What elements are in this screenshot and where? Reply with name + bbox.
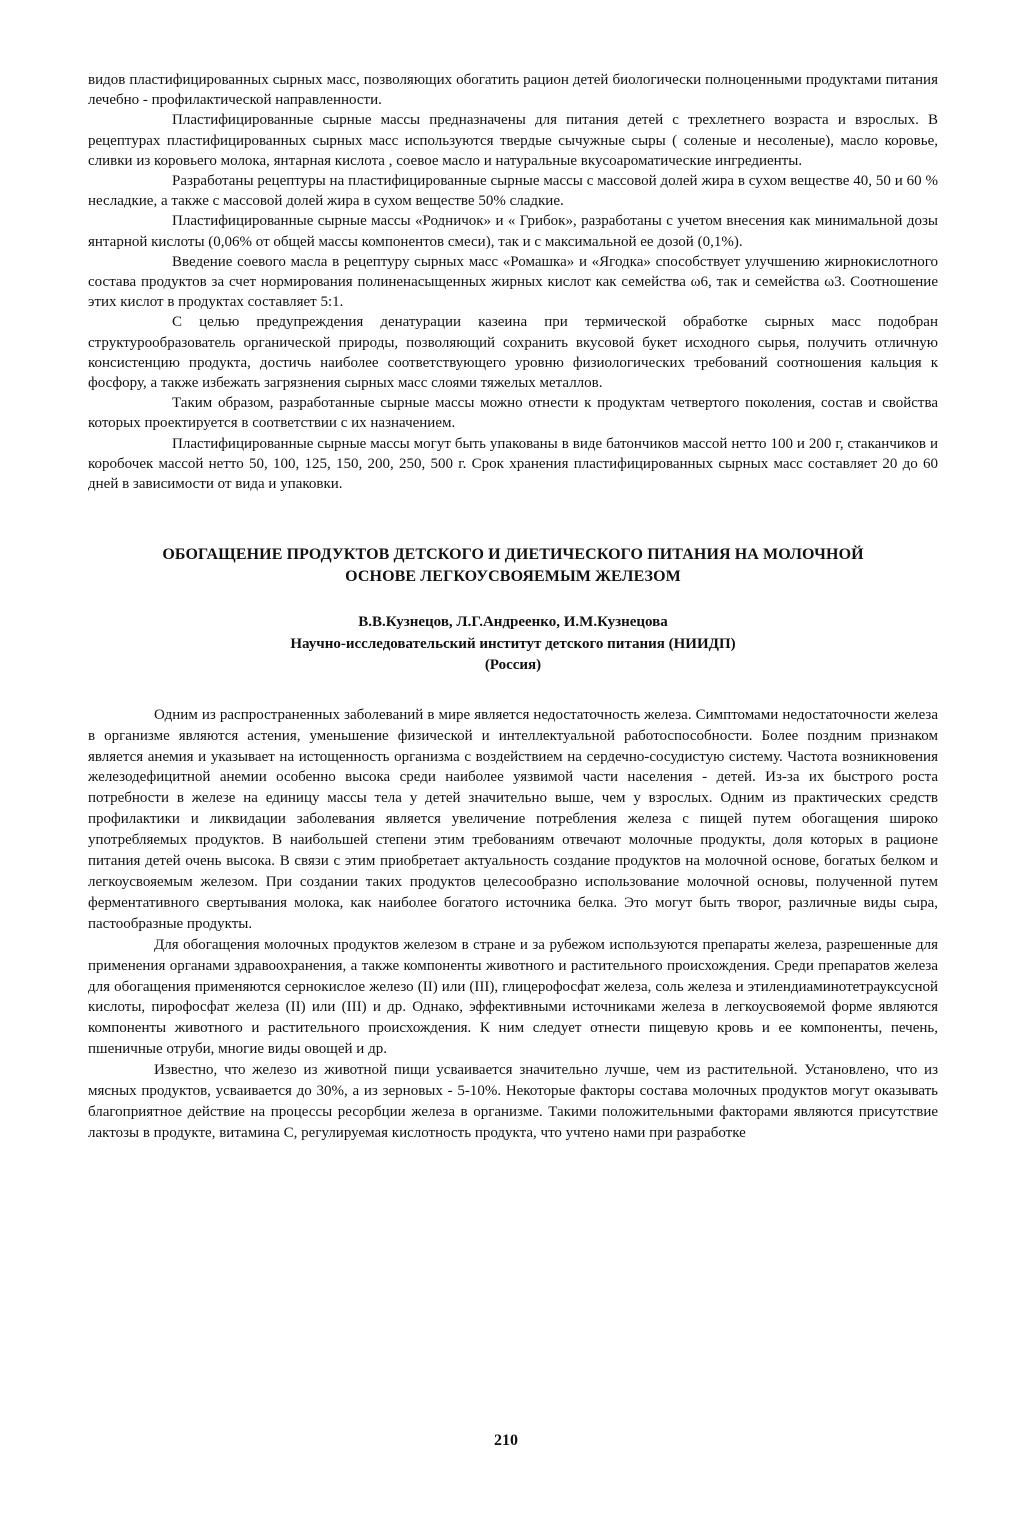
paragraph: Таким образом, разработанные сырные массы можно отнести к продуктам четвертого поколения, состав и свойства которых проектируется в соответствии с их назначением. (88, 395, 938, 432)
article-title-line-1: ОБОГАЩЕНИЕ ПРОДУКТОВ ДЕТСКОГО И ДИЕТИЧЕСКОГО ПИТАНИЯ НА МОЛОЧНОЙ (162, 546, 864, 564)
article-title (88, 544, 938, 588)
document-page (88, 70, 938, 1144)
intro-section (88, 70, 938, 494)
article-title-line-2: ОСНОВЕ ЛЕГКОУСВОЯЕМЫМ ЖЕЛЕЗОМ (345, 568, 681, 586)
institute: Научно-исследовательский институт детского питания (НИИДП) (290, 635, 736, 652)
paragraph: Разработаны рецептуры на пластифицированные сырные массы с массовой долей жира в сухом веществе 40, 50 и 60 % несладкие, а также с массовой долей жира в сухом веществе 50% сладкие. (88, 173, 938, 210)
paragraph: Введение соевого масла в рецептуру сырных масс «Ромашка» и «Ягодка» способствует улучшению жирнокислотного состава продуктов за счет нормирования полиненасыщенных жирных кислот как семейства ω6, так и семейства ω3. Соотношение этих кислот в продуктах составляет 5:1. (88, 253, 938, 311)
paragraph: С целью предупреждения денатурации казеина при термической обработке сырных масс подобран структурообразователь органической природы, позволяющий сохранить вкусовой букет исходного сырья, получить отличную консистенцию продукта, достичь наиболее соответствующего уровню физиологических требований соотношения кальция к фосфору, а также избежать загрязнения сырных масс слоями тяжелых металлов. (88, 314, 938, 392)
paragraph: Известно, что железо из животной пищи усваивается значительно лучше, чем из растительной. Установлено, что из мясных продуктов, усваивается до 30%, а из зерновых - 5-10%. Некоторые факторы состава молочных продуктов могут оказывать благоприятное действие на процессы ресорбции железа в организме. Такими положительными факторами являются присутствие лактозы в продукте, витамина С, регулируемая кислотность продукта, что учтено нами при разработке (88, 1062, 938, 1141)
paragraph: видов пластифицированных сырных масс, позволяющих обогатить рацион детей биологически полноценными продуктами питания лечебно - профилактической направленности. (88, 72, 938, 109)
paragraph: Одним из распространенных заболеваний в мире является недостаточность железа. Симптомами недостаточности железа в организме являются астения, уменьшение физической и интеллектуальной работоспособности. Более поздним признаком является анемия и указывает на истощенность организма с воздействием на сердечно-сосудистую систему. Частота возникновения железодефицитной анемии особенно высока среди наиболее уязвимой части населения - детей. Из-за их быстрого роста потребности в железе на единицу массы тела у детей значительно выше, чем у взрослых. Одним из практических средств профилактики и ликвидации заболевания является увеличение потребления железа с пищей путем обогащения широко употребляемых продуктов. В наибольшей степени этим требованиям отвечают молочные продукты, доля которых в рационе питания детей очень высока. В связи с этим приобретает актуальность создание продуктов на молочной основе, богатых белком и легкоусвояемым железом. При создании таких продуктов целесообразно использование молочной основы, полученной путем ферментативного свертывания молока, как наиболее богатого источника белка. Это могут быть творог, различные виды сыра, пастообразные продукты. (88, 706, 938, 932)
authors: В.В.Кузнецов, Л.Г.Андреенко, И.М.Кузнецова (358, 614, 668, 631)
article-byline (88, 612, 938, 677)
paragraph: Пластифицированные сырные массы «Родничок» и « Грибок», разработаны с учетом внесения как минимальной дозы янтарной кислоты (0,06% от общей массы компонентов смеси), так и с максимальной ее дозой (0,1%). (88, 213, 938, 250)
paragraph: Для обогащения молочных продуктов железом в стране и за рубежом используются препараты железа, разрешенные для применения органами здравоохранения, а также компоненты животного и растительного происхождения. Среди препаратов железа для обогащения применяются сернокислое железо (II) или (III), глицерофосфат железа, соль железа и этилендиаминотетрауксусной кислоты, пирофосфат железа (II) или (III) и др. Однако, эффективными источниками железа в легкоусвояемой форме являются компоненты животного и растительного происхождения. К ним следует отнести пищевую кровь и ее компоненты, печень, пшеничные отруби, многие виды овощей и др. (88, 936, 938, 1058)
article-body (88, 705, 938, 1144)
page-number: 210 (494, 1432, 518, 1449)
paragraph: Пластифицированные сырные массы предназначены для питания детей с трехлетнего возраста и взрослых. В рецептурах пластифицированных сырных масс используются твердые сычужные сыры ( соленые и несоленые), масло коровье, сливки из коровьего молока, янтарная кислота , соевое масло и натуральные вкусоароматические ингредиенты. (88, 112, 938, 169)
paragraph: Пластифицированные сырные массы могут быть упакованы в виде батончиков массой нетто 100 и 200 г, стаканчиков и коробочек массой нетто 50, 100, 125, 150, 200, 250, 500 г. Срок хранения пластифицированных сырных масс составляет 20 до 60 дней в зависимости от вида и упаковки. (88, 435, 938, 493)
country: (Россия) (484, 657, 542, 674)
